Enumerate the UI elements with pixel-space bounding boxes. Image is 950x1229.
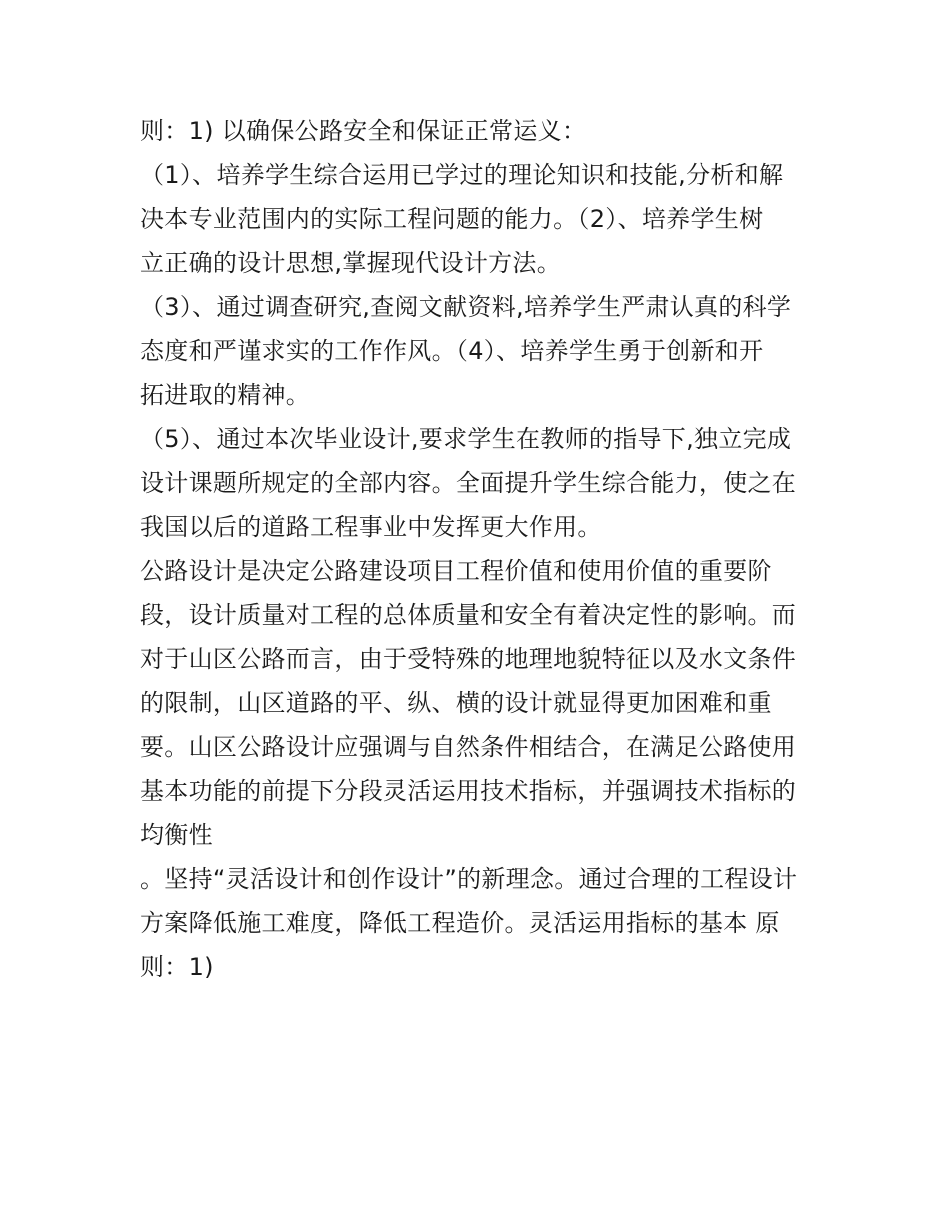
text-line: 设计课题所规定的全部内容。全面提升学生综合能力，使之在 bbox=[140, 469, 797, 497]
text-line: 对于山区公路而言，由于受特殊的地理地貌特征以及水文条件 bbox=[140, 645, 797, 673]
text-line: （5）、通过本次毕业设计,要求学生在教师的指导下,独立完成 bbox=[140, 425, 792, 453]
text-line: 段，设计质量对工程的总体质量和安全有着决定性的影响。而 bbox=[140, 601, 797, 629]
text-line: 态度和严谨求实的工作作风。（4）、培养学生勇于创新和开 bbox=[140, 337, 764, 365]
text-line: 拓进取的精神。 bbox=[140, 381, 311, 409]
text-line: 基本功能的前提下分段灵活运用技术指标，并强调技术指标的 bbox=[140, 777, 797, 805]
text-line: 决本专业范围内的实际工程问题的能力。（2）、培养学生树 bbox=[140, 205, 764, 233]
text-line: 方案降低施工难度，降低工程造价。灵活运用指标的基本 原 bbox=[140, 909, 780, 937]
text-line: （1）、培养学生综合运用已学过的理论知识和技能,分析和解 bbox=[140, 161, 784, 189]
document-body bbox=[140, 112, 820, 986]
text-line: 则：1) bbox=[140, 953, 214, 981]
text-line: 。坚持“灵活设计和创作设计”的新理念。通过合理的工程设计 bbox=[140, 865, 798, 893]
text-line: 则：1) 以确保公路安全和保证正常运义： bbox=[140, 117, 587, 145]
text-line: 要。山区公路设计应强调与自然条件相结合，在满足公路使用 bbox=[140, 733, 797, 761]
text-line: 我国以后的道路工程事业中发挥更大作用。 bbox=[140, 513, 602, 541]
text-line: 的限制，山区道路的平、纵、横的设计就显得更加困难和重 bbox=[140, 689, 772, 717]
text-line: 均衡性 bbox=[140, 821, 213, 849]
text-line: 公路设计是决定公路建设项目工程价值和使用价值的重要阶 bbox=[140, 557, 772, 585]
text-line: 立正确的设计思想,掌握现代设计方法。 bbox=[140, 249, 562, 277]
text-line: （3）、通过调查研究,查阅文献资料,培养学生严肃认真的科学 bbox=[140, 293, 792, 321]
